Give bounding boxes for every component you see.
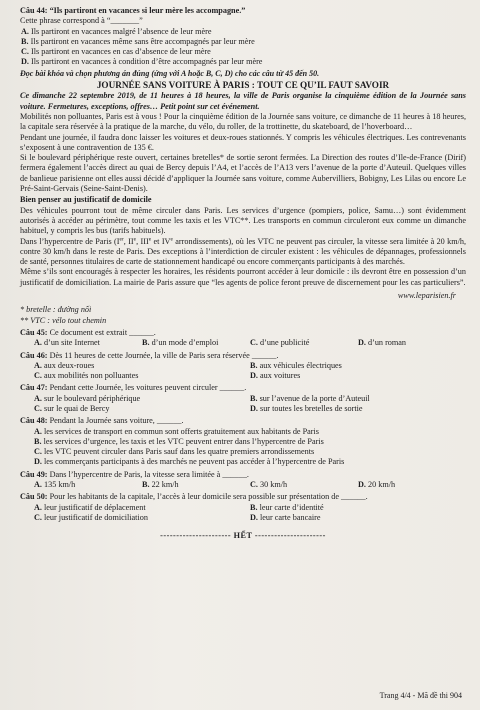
note-vtc: ** VTC : vélo tout chemin <box>20 315 107 325</box>
question-49-text: Dans l’hypercentre de Paris, la vitesse sera limitée à ______. <box>49 469 249 479</box>
option-46-d[interactable]: D. aux voitures <box>250 371 301 381</box>
reading-instruction: Đọc bài khóa và chọn phương án đúng (ứng với A hoặc B, C, D) cho các câu từ 45 đến 50. <box>20 68 320 78</box>
page-footer: Trang 4/4 - Mã đề thi 904 <box>379 690 462 700</box>
question-48: Câu 48: Pendant la Journée sans voiture, ______. A. les services de transport en commun sont offerts gratuitement aux habitants de Paris B. les services d’urgence, les taxis et les VTC peuvent entrer dans l’hypercentre de Paris C. les VTC peuvent circuler dans Paris sauf dans les quatre premiers arrondissements D. les commerçants participants à des marchés ne peuvent pas accéder à l’hypercentre de Paris <box>20 416 466 467</box>
option-45-a[interactable]: A. d’un site Internet <box>34 338 100 348</box>
note-bretelle: * bretelle : đường nối <box>20 305 92 315</box>
article-paragraph-2: Pendant une journée, il faudra donc laisser les voitures et deux-roues stationnés. Y compris les véhicules électriques. Les contrevenants s’exposent à une contravention de 135 €. <box>20 132 466 152</box>
question-45: Câu 45: Ce document est extrait ______. A. d’un site Internet B. d’un mode d’emploi C. d’une publicité D. d’un roman <box>20 328 466 349</box>
question-46-text: Dès 11 heures de cette Journée, la ville de Paris sera réservée ______. <box>49 350 279 360</box>
question-50-text: Pour les habitants de la capitale, l’accès à leur domicile sera possible sur présentation de ______. <box>49 492 368 502</box>
question-48-text: Pendant la Journée sans voiture, ______. <box>49 416 184 426</box>
option-49-d[interactable]: D. 20 km/h <box>358 480 396 490</box>
option-47-a[interactable]: A. sur le boulevard périphérique <box>34 393 141 403</box>
option-50-b[interactable]: B. leur carte d’identité <box>250 502 324 512</box>
article <box>20 80 466 301</box>
option-44-d[interactable]: D. Ils partiront en vacances à condition d’être accompagnés par leur mère <box>21 57 263 67</box>
article-intro: Ce dimanche 22 septembre 2019, de 11 heures à 18 heures, la ville de Paris organise la cinquième édition de la Journée sans voiture. Fermetures, exceptions, offres… Petit point sur cet événement. <box>20 91 466 111</box>
question-44-stem-2: Cette phrase correspond à “_______” <box>20 16 143 26</box>
option-47-d[interactable]: D. sur toutes les bretelles de sortie <box>250 403 363 413</box>
option-45-d[interactable]: D. d’un roman <box>358 338 406 348</box>
article-paragraph-1: Mobilités non polluantes, Paris est à vous ! Pour la cinquième édition de la Journée sans voiture, ce dimanche de 11 heures à 18 heures, la capitale sera réservée à la pratique de la marche, du vélo, du roller, de la trottinette, du skateboard, de l’hoverboard… <box>20 111 466 132</box>
option-48-b[interactable]: B. les services d’urgence, les taxis et les VTC peuvent entrer dans l’hypercentre de Paris <box>34 436 324 446</box>
option-44-b[interactable]: B. Ils partiront en vacances même sans être accompagnés par leur mère <box>21 36 255 46</box>
question-49: Câu 49: Dans l’hypercentre de Paris, la vitesse sera limitée à ______. A. 135 km/h B. 22 km/h C. 30 km/h D. 20 km/h <box>20 470 466 491</box>
article-source: www.leparisien.fr <box>397 291 456 301</box>
question-50: Câu 50: Pour les habitants de la capitale, l’accès à leur domicile sera possible sur présentation de ______. A. leur justificatif de déplacement B. leur carte d’identité C. leur justificatif de domiciliation D. leur carte bancaire <box>20 492 466 523</box>
article-title: JOURNÉE SANS VOITURE À PARIS : TOUT CE QU’IL FAUT SAVOIR <box>96 80 390 91</box>
article-paragraph-6: Même s’ils sont encouragés à respecter les horaires, les résidents pourront accéder à leur domicile : ils devront être en possession d’un justificatif de domiciliation. La mairie de Paris assure que “les agents de police feront preuve de discernement pour les cas particuliers”. <box>20 267 466 287</box>
option-45-c[interactable]: C. d’une publicité <box>250 338 310 348</box>
article-paragraph-3: Si le boulevard périphérique reste ouvert, certaines bretelles* de sortie seront fermées. La Direction des routes d’Ile-de-France (Dirif) fermera également l’accès direct au quai de Bercy depuis l’A4, et l’accès de l’A13 vers l’avenue de la porte d’Auteuil. Quelques villes de banlieue parisienne ont elles aussi décidé d’appliquer la Journée sans voiture, comme Aubervilliers, Bobigny, Les Lilas ou encore Le Pré-Saint-Gervais (Seine-Saint-Denis). <box>20 153 466 194</box>
end-marker: ---------------------- HẾT ---------------------- <box>160 531 326 541</box>
option-48-a[interactable]: A. les services de transport en commun sont offerts gratuitement aux habitants de Paris <box>34 426 319 436</box>
option-44-a[interactable]: A. Ils partiront en vacances malgré l’absence de leur mère <box>21 26 212 36</box>
option-50-d[interactable]: D. leur carte bancaire <box>250 512 321 522</box>
option-49-c[interactable]: C. 30 km/h <box>250 480 288 490</box>
question-44-stem: Câu 44: “Ils partiront en vacances si leur mère les accompagne.” <box>20 6 246 15</box>
option-45-b[interactable]: B. d’un mode d’emploi <box>142 338 219 348</box>
option-48-d[interactable]: D. les commerçants participants à des marchés ne peuvent pas accéder à l’hypercentre de Paris <box>34 457 345 467</box>
article-paragraph-5: Dans l’hypercentre de Paris (Ier, IIe, IIIe et IVe arrondissements), où les VTC ne peuvent pas circuler, la vitesse sera limitée à 20 km/h, contre 30 km/h dans le reste de Paris. Des exceptions à l’interdiction de circuler existent : les véhicules de dépannages, professionnels de santé, personnes titulaires de carte de stationnement handicapé ou encore commerçants participants à des marchés. <box>20 235 467 267</box>
article-paragraph-4: Des véhicules pourront tout de même circuler dans Paris. Les services d’urgence (pompiers, police, Samu…) sont évidemment autorisés à accéder au périmètre, tout comme les taxis et les VTC**. Les transports en commun circuleront eux comme un dimanche habituel, y compris les bus (tarifs habituels). <box>20 205 466 236</box>
option-50-a[interactable]: A. leur justificatif de déplacement <box>34 502 146 512</box>
article-subtitle: Bien penser au justificatif de domicile <box>20 195 152 205</box>
option-50-c[interactable]: C. leur justificatif de domiciliation <box>34 512 148 522</box>
question-46: Câu 46: Dès 11 heures de cette Journée, la ville de Paris sera réservée ______. A. aux deux-roues B. aux véhicules électriques C. aux mobilités non polluantes D. aux voitures <box>20 351 466 382</box>
option-47-b[interactable]: B. sur l’avenue de la porte d’Auteuil <box>250 393 370 403</box>
option-47-c[interactable]: C. sur le quai de Bercy <box>34 403 110 413</box>
option-46-b[interactable]: B. aux véhicules électriques <box>250 360 342 370</box>
option-49-a[interactable]: A. 135 km/h <box>34 480 76 490</box>
option-46-c[interactable]: C. aux mobilités non polluantes <box>34 371 139 381</box>
question-44 <box>20 6 466 68</box>
question-47-text: Pendant cette Journée, les voitures peuvent circuler ______. <box>49 383 247 393</box>
option-46-a[interactable]: A. aux deux-roues <box>34 360 95 370</box>
option-49-b[interactable]: B. 22 km/h <box>142 480 179 490</box>
option-48-c[interactable]: C. les VTC peuvent circuler dans Paris sauf dans les quatre premiers arrondissements <box>34 447 315 457</box>
question-45-text: Ce document est extrait ______. <box>49 327 156 337</box>
option-44-c[interactable]: C. Ils partiront en vacances en cas d’absence de leur mère <box>21 47 211 57</box>
glossary-notes <box>20 305 466 326</box>
question-47: Câu 47: Pendant cette Journée, les voitures peuvent circuler ______. A. sur le boulevard périphérique B. sur l’avenue de la porte d’Auteuil C. sur le quai de Bercy D. sur toutes les bretelles de sortie <box>20 383 466 414</box>
